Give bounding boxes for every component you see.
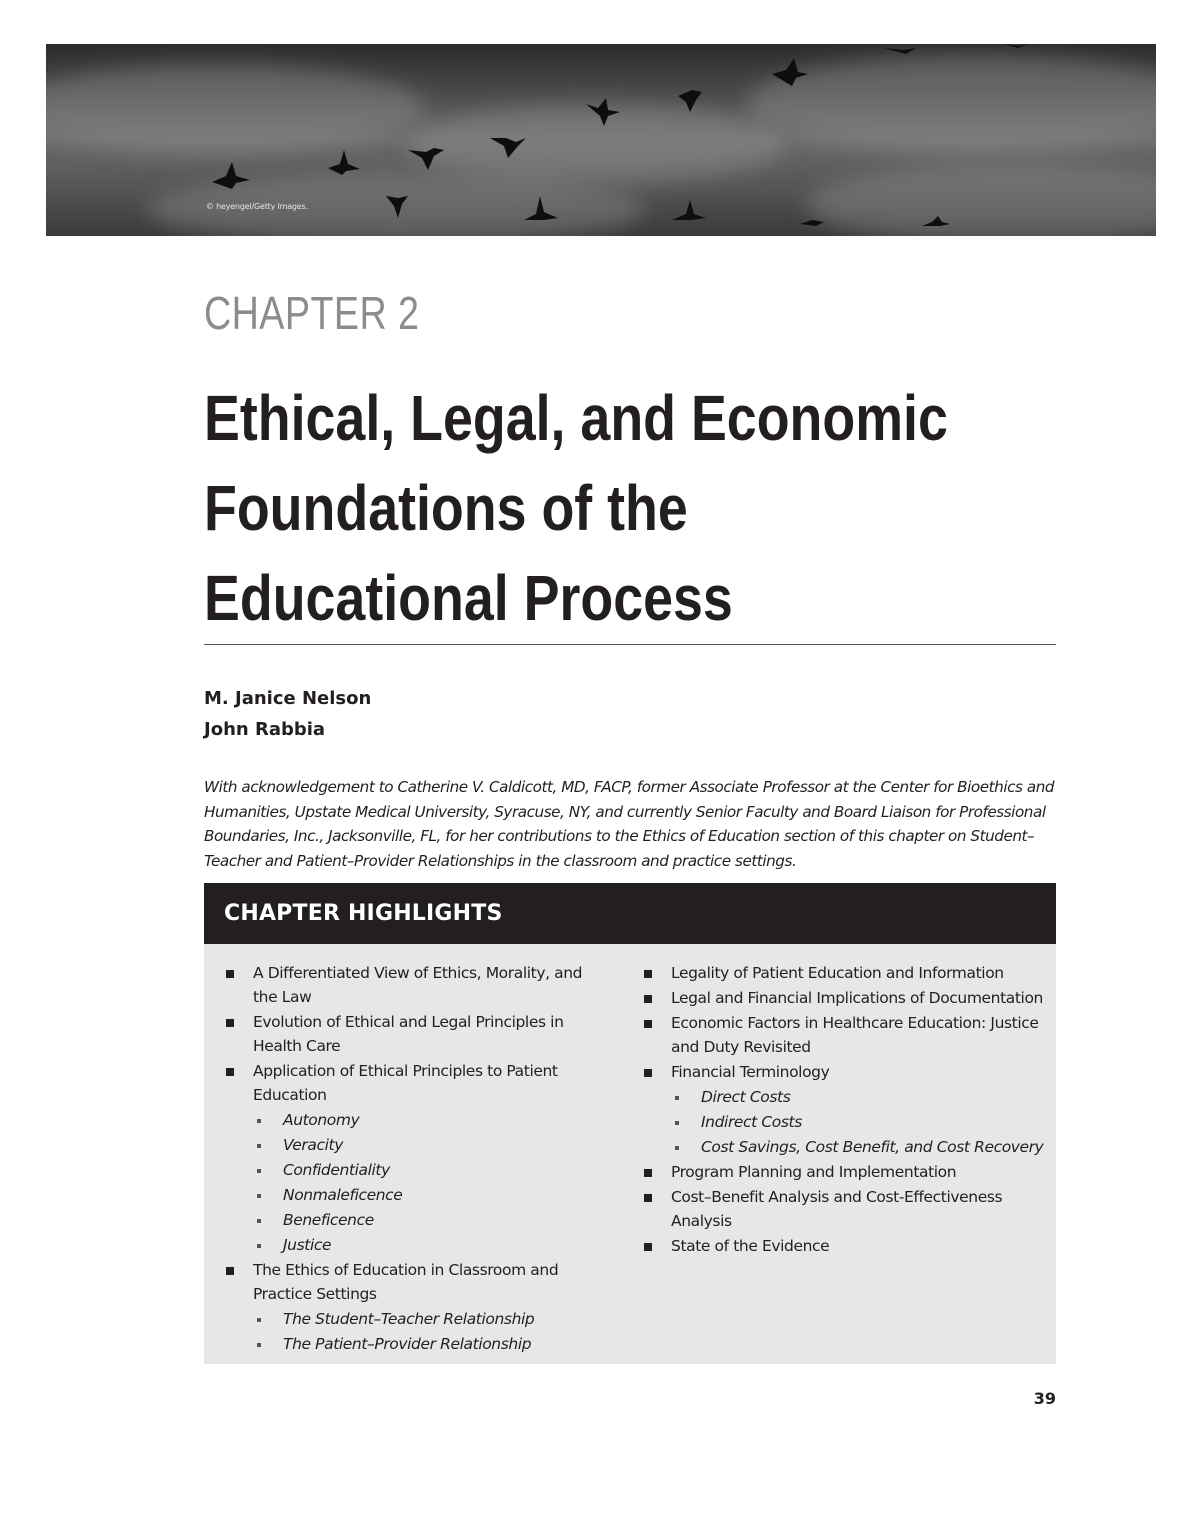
highlight-subitem: Nonmaleficence: [226, 1183, 606, 1207]
chapter-title-line: Educational Process: [204, 562, 733, 634]
highlight-item: State of the Evidence: [644, 1234, 1044, 1258]
highlight-item: Evolution of Ethical and Legal Principles in Health Care: [226, 1010, 606, 1058]
author-name: M. Janice Nelson: [204, 688, 372, 709]
highlight-subitem: Direct Costs: [644, 1085, 1044, 1109]
chapter-title: [204, 373, 1010, 643]
chapter-title-line: Foundations of the: [204, 472, 688, 544]
header-photo-banner: [46, 44, 1156, 236]
chapter-title-line: Ethical, Legal, and Economic: [204, 382, 948, 454]
highlight-subitem: Veracity: [226, 1133, 606, 1157]
chapter-number: CHAPTER 2: [204, 287, 420, 339]
photo-credit: © heyengel/Getty Images.: [206, 202, 308, 211]
highlight-item: Application of Ethical Principles to Patient Education: [226, 1059, 606, 1107]
highlight-item: Legality of Patient Education and Information: [644, 961, 1044, 985]
highlights-left-column: [226, 961, 606, 1357]
highlights-heading: CHAPTER HIGHLIGHTS: [204, 883, 1056, 944]
chapter-highlights-box: [204, 883, 1056, 1364]
highlight-subitem: Confidentiality: [226, 1158, 606, 1182]
highlights-right-column: [644, 961, 1044, 1259]
acknowledgement-text: With acknowledgement to Catherine V. Caldicott, MD, FACP, former Associate Professor at the Center for Bioethics and Humanities, Upstate Medical University, Syracuse, NY, and currently Senior Faculty and Board Liaison for Professional Boundaries, Inc., Jacksonville, FL, for her contributions to the Ethics of Education section of this chapter on Student–Teacher and Patient–Provider Relationships in the classroom and practice settings.: [204, 778, 1055, 870]
title-divider: [204, 644, 1056, 645]
highlight-subitem: The Student–Teacher Relationship: [226, 1307, 606, 1331]
highlight-item: Economic Factors in Healthcare Education: Justice and Duty Revisited: [644, 1011, 1044, 1059]
highlight-subitem: Justice: [226, 1233, 606, 1257]
highlight-item: A Differentiated View of Ethics, Morality, and the Law: [226, 961, 606, 1009]
highlight-subitem: Cost Savings, Cost Benefit, and Cost Recovery: [644, 1135, 1044, 1159]
highlight-subitem: Indirect Costs: [644, 1110, 1044, 1134]
page-number: 39: [1033, 1389, 1056, 1408]
highlight-item: Legal and Financial Implications of Documentation: [644, 986, 1044, 1010]
highlight-subitem: Autonomy: [226, 1108, 606, 1132]
highlight-item: The Ethics of Education in Classroom and Practice Settings: [226, 1258, 606, 1306]
highlight-item: Cost–Benefit Analysis and Cost-Effectiveness Analysis: [644, 1185, 1044, 1233]
highlight-subitem: Beneficence: [226, 1208, 606, 1232]
author-list: [204, 683, 371, 745]
highlight-item: Financial Terminology: [644, 1060, 1044, 1084]
author-name: John Rabbia: [204, 719, 326, 740]
highlight-subitem: The Patient–Provider Relationship: [226, 1332, 606, 1356]
highlight-item: Program Planning and Implementation: [644, 1160, 1044, 1184]
